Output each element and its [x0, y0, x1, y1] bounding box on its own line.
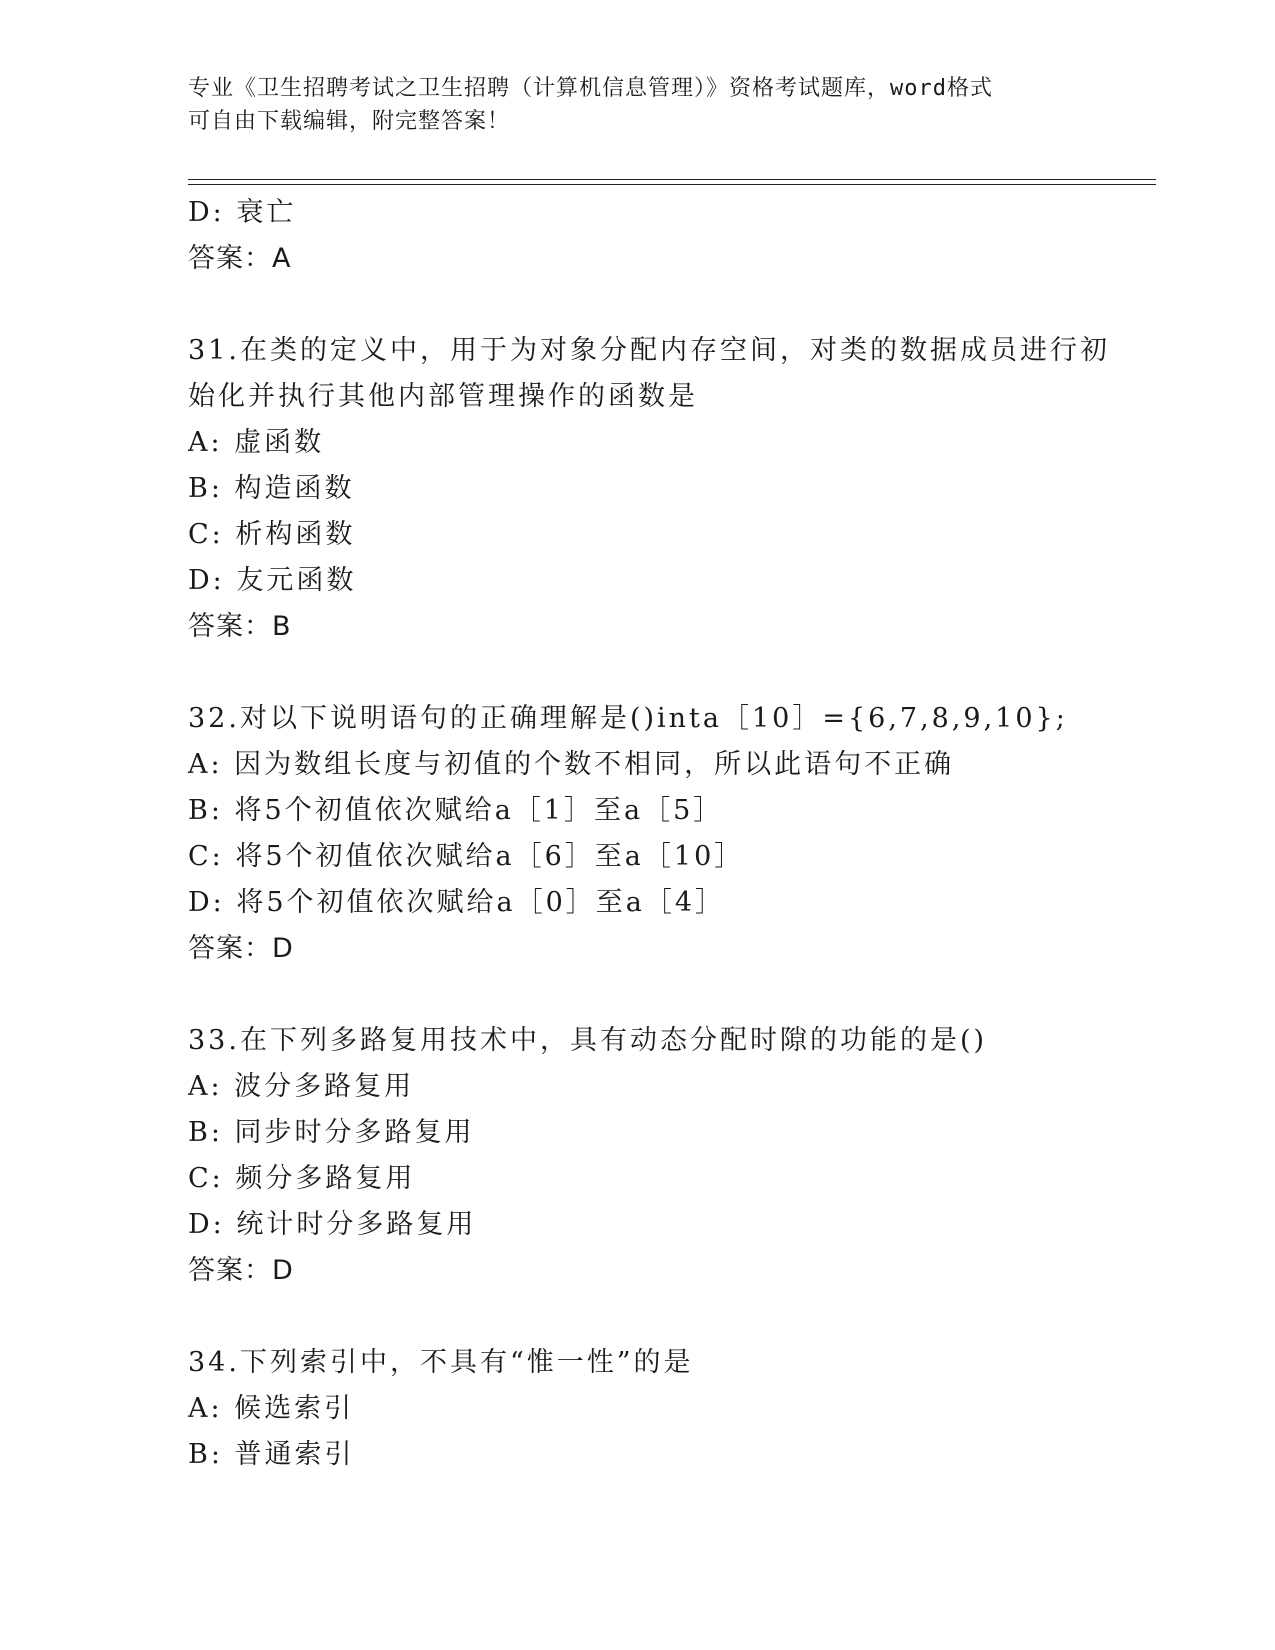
- answer-line: 答案：B: [188, 611, 292, 642]
- question-text: 32.对以下说明语句的正确理解是()inta［10］={6,7,8,9,10};: [188, 703, 1068, 734]
- question-text: 34.下列索引中，不具有“惟一性”的是: [188, 1347, 694, 1378]
- paragraph-gap: [188, 282, 1088, 328]
- option-line: D: 将5个初值依次赋给a［0］至a［4］: [188, 887, 726, 918]
- paragraph-gap: [188, 1294, 1088, 1340]
- option-line: D: 统计时分多路复用: [188, 1209, 477, 1240]
- option-line: B: 普通索引: [188, 1439, 355, 1470]
- option-line: B: 将5个初值依次赋给a［1］至a［5］: [188, 795, 724, 826]
- option-line: C: 析构函数: [188, 519, 356, 550]
- answer-line: 答案：D: [188, 933, 294, 964]
- option-line: C: 将5个初值依次赋给a［6］至a［10］: [188, 841, 745, 872]
- document-header: [188, 72, 1068, 138]
- option-line: B: 同步时分多路复用: [188, 1117, 475, 1148]
- option-line: D: 衰亡: [188, 197, 297, 228]
- answer-line: 答案：A: [188, 243, 292, 274]
- header-divider-bottom: [188, 184, 1156, 185]
- option-line: A: 候选索引: [188, 1393, 355, 1424]
- option-line: C: 频分多路复用: [188, 1163, 416, 1194]
- option-line: A: 因为数组长度与初值的个数不相同，所以此语句不正确: [188, 749, 955, 780]
- answer-line: 答案：D: [188, 1255, 294, 1286]
- header-line-1: 专业《卫生招聘考试之卫生招聘（计算机信息管理）》资格考试题库，word格式: [188, 76, 993, 101]
- question-list: [188, 190, 1110, 1478]
- paragraph-gap: [188, 972, 1088, 1018]
- paragraph-gap: [188, 650, 1088, 696]
- header-line-2: 可自由下载编辑，附完整答案！: [188, 109, 511, 134]
- header-divider-top: [188, 179, 1156, 180]
- option-line: A: 波分多路复用: [188, 1071, 415, 1102]
- question-text: 31.在类的定义中，用于为对象分配内存空间，对类的数据成员进行初: [188, 335, 1110, 366]
- option-line: A: 虚函数: [188, 427, 325, 458]
- option-line: B: 构造函数: [188, 473, 355, 504]
- option-line: D: 友元函数: [188, 565, 357, 596]
- question-text: 33.在下列多路复用技术中，具有动态分配时隙的功能的是(): [188, 1025, 988, 1056]
- question-text: 始化并执行其他内部管理操作的函数是: [188, 381, 698, 412]
